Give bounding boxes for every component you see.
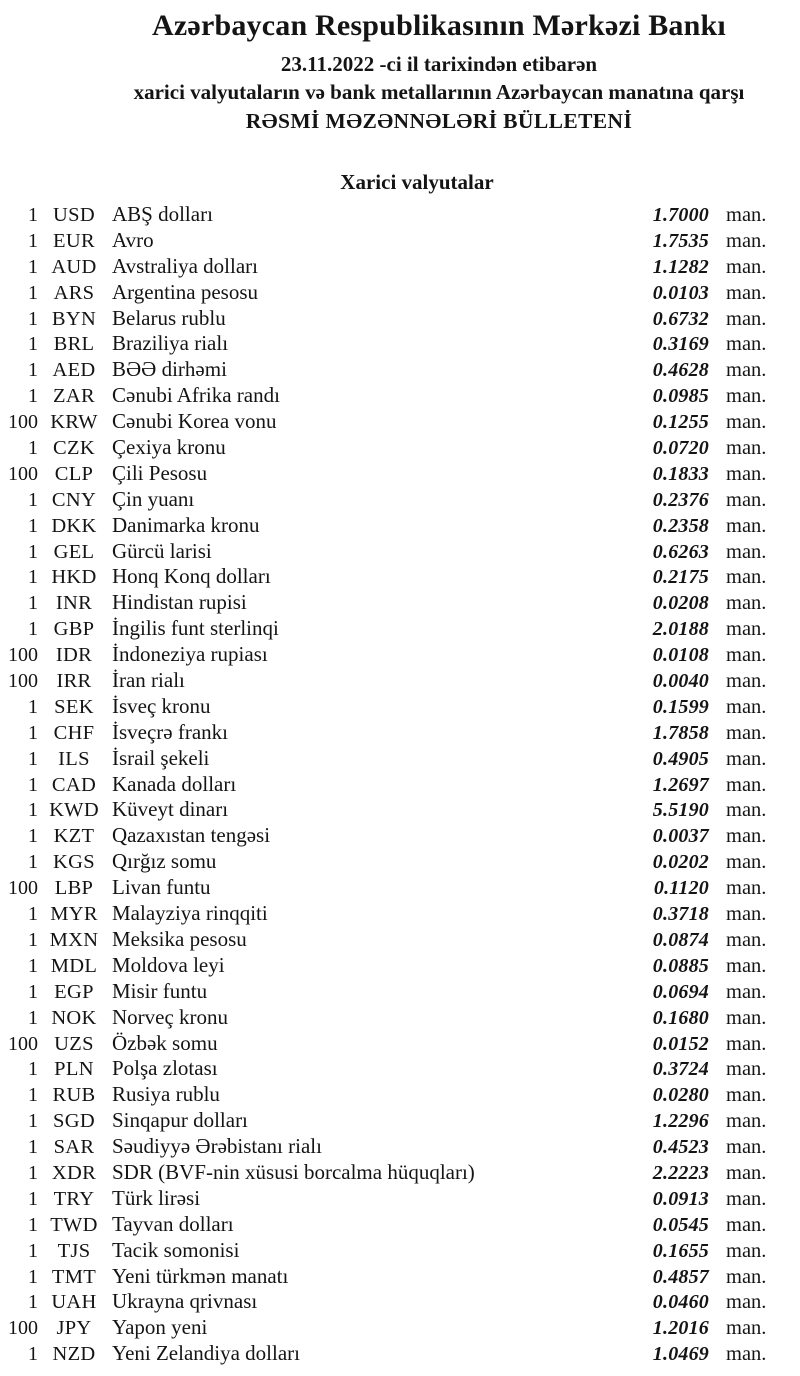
manat-unit-label: man. (726, 437, 767, 460)
currency-quantity: 1 (28, 851, 38, 874)
exchange-rate-value: 0.0985 (652, 385, 709, 408)
currency-code: TJS (57, 1239, 91, 1262)
exchange-rate-value: 0.1255 (652, 411, 709, 434)
currency-quantity: 1 (28, 592, 38, 615)
currency-name: Honq Konq dolları (112, 564, 271, 589)
currency-quantity: 1 (28, 618, 38, 641)
currency-name: İran rialı (112, 668, 185, 693)
currency-quantity: 1 (28, 747, 38, 770)
currency-name: Qazaxıstan tengəsi (112, 823, 271, 848)
table-row (0, 720, 800, 746)
manat-unit-label: man. (726, 1265, 767, 1288)
currency-code: IRR (56, 670, 92, 693)
manat-unit-label: man. (726, 255, 767, 278)
currency-quantity: 1 (28, 799, 38, 822)
effective-date-line: 23.11.2022 -ci il tarixindən etibarən (280, 52, 598, 76)
currency-quantity: 1 (28, 1265, 38, 1288)
currency-quantity: 100 (8, 1317, 38, 1340)
currency-name: Rusiya rublu (112, 1082, 220, 1107)
table-row (0, 564, 800, 590)
currency-name: Cənubi Korea vonu (112, 409, 277, 434)
table-row (0, 254, 800, 280)
currency-name: Argentina pesosu (112, 279, 259, 304)
currency-name: İndoneziya rupiası (112, 642, 268, 667)
manat-unit-label: man. (726, 773, 767, 796)
manat-unit-label: man. (726, 1239, 767, 1262)
currency-quantity: 1 (28, 1187, 38, 1210)
exchange-rate-value: 5.5190 (652, 799, 709, 822)
manat-unit-label: man. (726, 1161, 767, 1184)
exchange-rate-value: 0.0720 (652, 437, 709, 460)
table-row (0, 228, 800, 254)
currency-code: MYR (50, 903, 98, 926)
exchange-rate-value: 0.4628 (652, 359, 709, 382)
manat-unit-label: man. (726, 721, 767, 744)
manat-unit-label: man. (726, 566, 767, 589)
manat-unit-label: man. (726, 1187, 767, 1210)
table-row (0, 953, 800, 979)
currency-code: IDR (55, 644, 93, 667)
exchange-rate-value: 0.0460 (652, 1291, 709, 1314)
manat-unit-label: man. (726, 411, 767, 434)
exchange-rate-value: 0.0545 (652, 1213, 709, 1236)
manat-unit-label: man. (726, 514, 767, 537)
currency-name: Tacik somonisi (112, 1237, 240, 1262)
manat-unit-label: man. (726, 1291, 767, 1314)
currency-code: INR (55, 592, 93, 615)
table-row (0, 1212, 800, 1238)
exchange-rate-value: 0.0152 (652, 1032, 709, 1055)
manat-unit-label: man. (726, 1084, 767, 1107)
exchange-rate-value: 1.1282 (652, 255, 709, 278)
table-row (0, 539, 800, 565)
currency-name: İsrail şekeli (112, 745, 210, 770)
currency-code: AUD (51, 255, 97, 278)
exchange-rate-value: 2.2223 (652, 1161, 709, 1184)
table-row (0, 979, 800, 1005)
currency-name: Polşa zlotası (112, 1056, 218, 1081)
currency-code: TWD (50, 1213, 98, 1236)
currency-code: NOK (51, 1006, 97, 1029)
exchange-rate-value: 0.0694 (652, 980, 709, 1003)
exchange-rate-value: 0.2376 (652, 488, 709, 511)
currency-name: Yeni türkmən manatı (112, 1263, 289, 1288)
exchange-rate-value: 0.3724 (652, 1058, 709, 1081)
currency-quantity: 1 (28, 566, 38, 589)
manat-unit-label: man. (726, 799, 767, 822)
currency-quantity: 100 (8, 644, 38, 667)
manat-unit-label: man. (726, 333, 767, 356)
currency-quantity: 1 (28, 1213, 38, 1236)
manat-unit-label: man. (726, 1058, 767, 1081)
table-row (0, 1160, 800, 1186)
manat-unit-label: man. (726, 928, 767, 951)
currency-quantity: 1 (28, 1058, 38, 1081)
manat-unit-label: man. (726, 592, 767, 615)
currency-code: KGS (53, 851, 95, 874)
exchange-rate-value: 0.0108 (652, 644, 709, 667)
currency-name: Braziliya rialı (112, 331, 229, 356)
currency-code: PLN (54, 1058, 94, 1081)
manat-unit-label: man. (726, 281, 767, 304)
currency-quantity: 1 (28, 1136, 38, 1159)
currency-name: SDR (BVF-nin xüsusi borcalma hüquqları) (112, 1159, 475, 1184)
currency-quantity: 1 (28, 903, 38, 926)
table-row (0, 1082, 800, 1108)
currency-code: EUR (53, 229, 95, 252)
manat-unit-label: man. (726, 1006, 767, 1029)
table-row (0, 202, 800, 228)
currency-name: Moldova leyi (112, 952, 225, 977)
currency-code: BRL (53, 333, 95, 356)
currency-quantity: 1 (28, 1239, 38, 1262)
exchange-rate-value: 0.0913 (652, 1187, 709, 1210)
table-row (0, 1031, 800, 1057)
currency-name: Çexiya kronu (112, 435, 226, 460)
table-row (0, 616, 800, 642)
table-row (0, 901, 800, 927)
currency-code: SGD (53, 1110, 95, 1133)
table-row (0, 1186, 800, 1212)
manat-unit-label: man. (726, 695, 767, 718)
subject-line: xarici valyutaların və bank metallarının Azərbaycan manatına qarşı (133, 80, 745, 104)
currency-name: İsveçrə frankı (112, 719, 229, 744)
currency-code: KRW (50, 411, 98, 434)
currency-code: ZAR (53, 385, 95, 408)
currency-quantity: 100 (8, 411, 38, 434)
bank-name-title: Azərbaycan Respublikasının Mərkəzi Bankı (152, 9, 726, 42)
currency-name: Sinqapur dolları (112, 1108, 248, 1133)
currency-name: Gürcü larisi (112, 538, 212, 563)
table-row (0, 357, 800, 383)
manat-unit-label: man. (726, 229, 767, 252)
currency-quantity: 1 (28, 333, 38, 356)
exchange-rate-value: 0.0202 (652, 851, 709, 874)
exchange-rate-value: 1.0469 (652, 1343, 709, 1366)
exchange-rate-value: 0.0874 (652, 928, 709, 951)
exchange-rate-value: 0.2175 (652, 566, 709, 589)
table-row (0, 1264, 800, 1290)
currency-name: BƏƏ dirhəmi (112, 357, 227, 382)
currency-quantity: 1 (28, 307, 38, 330)
currency-code: CAD (51, 773, 97, 796)
manat-unit-label: man. (726, 1136, 767, 1159)
table-row (0, 642, 800, 668)
manat-unit-label: man. (726, 825, 767, 848)
currency-name: Livan funtu (112, 875, 211, 900)
table-row (0, 1341, 800, 1367)
currency-quantity: 1 (28, 359, 38, 382)
exchange-rate-value: 0.3718 (652, 903, 709, 926)
currency-code: AED (52, 359, 96, 382)
exchange-rate-value: 0.0103 (652, 281, 709, 304)
table-row (0, 1315, 800, 1341)
manat-unit-label: man. (726, 359, 767, 382)
currency-quantity: 1 (28, 204, 38, 226)
currency-name: Yeni Zelandiya dolları (112, 1341, 300, 1366)
currency-quantity: 1 (28, 1006, 38, 1029)
currency-code: DKK (51, 514, 97, 537)
currency-code: GBP (53, 618, 95, 641)
exchange-rate-value: 0.4523 (652, 1136, 709, 1159)
table-row (0, 487, 800, 513)
currency-name: Türk lirəsi (112, 1185, 201, 1210)
table-row (0, 461, 800, 487)
currency-quantity: 100 (8, 462, 38, 485)
table-row (0, 797, 800, 823)
exchange-rate-value: 1.7858 (652, 721, 709, 744)
table-row (0, 772, 800, 798)
manat-unit-label: man. (726, 307, 767, 330)
currency-code: UZS (54, 1032, 94, 1055)
currency-code: ILS (58, 747, 90, 770)
currency-code: HKD (51, 566, 97, 589)
currency-quantity: 1 (28, 928, 38, 951)
currency-quantity: 1 (28, 980, 38, 1003)
currency-name: Hindistan rupisi (112, 590, 247, 615)
currency-name: Meksika pesosu (112, 926, 247, 951)
currency-quantity: 1 (28, 514, 38, 537)
table-row (0, 1134, 800, 1160)
exchange-rate-value: 0.1120 (653, 877, 709, 900)
document-header (0, 0, 800, 136)
manat-unit-label: man. (726, 670, 767, 693)
currency-quantity: 1 (28, 1343, 38, 1366)
exchange-rate-value: 0.1680 (652, 1006, 709, 1029)
exchange-rate-value: 1.2697 (652, 773, 709, 796)
manat-unit-label: man. (726, 1110, 767, 1133)
currency-quantity: 100 (8, 670, 38, 693)
currency-quantity: 1 (28, 1161, 38, 1184)
currency-code: CHF (53, 721, 95, 744)
currency-name: Ukrayna qrivnası (112, 1289, 258, 1314)
currency-quantity: 1 (28, 1084, 38, 1107)
exchange-rate-value: 0.1599 (652, 695, 709, 718)
table-row (0, 513, 800, 539)
table-row (0, 1238, 800, 1264)
exchange-rate-value: 0.6732 (652, 307, 709, 330)
currency-name: Malayziya rinqqiti (112, 901, 268, 926)
currency-name: İngilis funt sterlinqi (112, 616, 279, 641)
exchange-rate-value: 0.0040 (652, 670, 709, 693)
currency-name: Yapon yeni (112, 1315, 208, 1340)
table-row (0, 1108, 800, 1134)
currency-code: ARS (53, 281, 95, 304)
manat-unit-label: man. (726, 1317, 767, 1340)
currency-name: Avro (112, 227, 154, 252)
currency-quantity: 1 (28, 1291, 38, 1314)
exchange-rate-value: 0.0037 (652, 825, 709, 848)
manat-unit-label: man. (726, 644, 767, 667)
table-row (0, 746, 800, 772)
exchange-rate-value: 0.4905 (652, 747, 709, 770)
exchange-rate-value: 0.0885 (652, 954, 709, 977)
currency-quantity: 1 (28, 255, 38, 278)
currency-name: Misir funtu (112, 978, 208, 1003)
currency-code: SAR (53, 1136, 95, 1159)
currency-name: Çili Pesosu (112, 460, 208, 485)
currency-name: Özbək somu (112, 1030, 218, 1055)
currency-quantity: 1 (28, 488, 38, 511)
manat-unit-label: man. (726, 618, 767, 641)
currency-code: TRY (53, 1187, 95, 1210)
exchange-rate-value: 0.0280 (652, 1084, 709, 1107)
currency-name: Tayvan dolları (112, 1211, 234, 1236)
table-row (0, 1005, 800, 1031)
exchange-rate-value: 1.7000 (652, 204, 709, 226)
table-row (0, 435, 800, 461)
table-row (0, 875, 800, 901)
currency-code: UAH (51, 1291, 97, 1314)
manat-unit-label: man. (726, 903, 767, 926)
currency-code: GEL (53, 540, 95, 563)
exchange-rate-value: 0.4857 (652, 1265, 709, 1288)
manat-unit-label: man. (726, 540, 767, 563)
currency-code: BYN (51, 307, 97, 330)
currency-quantity: 100 (8, 877, 38, 900)
manat-unit-label: man. (726, 1343, 767, 1366)
currency-name: Kanada dolları (112, 771, 237, 796)
currency-name: Belarus rublu (112, 305, 226, 330)
bulletin-title: RƏSMİ MƏZƏNNƏLƏRİ BÜLLETENİ (245, 109, 633, 133)
manat-unit-label: man. (726, 204, 767, 226)
currency-code: USD (53, 204, 95, 226)
currency-quantity: 1 (28, 825, 38, 848)
currency-quantity: 1 (28, 437, 38, 460)
currency-quantity: 1 (28, 1110, 38, 1133)
table-row (0, 331, 800, 357)
currency-code: MXN (49, 928, 99, 951)
exchange-rate-value: 0.6263 (652, 540, 709, 563)
currency-name: Avstraliya dolları (112, 253, 258, 278)
currency-code: RUB (52, 1084, 96, 1107)
manat-unit-label: man. (726, 1213, 767, 1236)
manat-unit-label: man. (726, 747, 767, 770)
table-row (0, 1056, 800, 1082)
currency-quantity: 1 (28, 229, 38, 252)
table-row (0, 668, 800, 694)
currency-code: CLP (54, 462, 94, 485)
currency-quantity: 1 (28, 721, 38, 744)
manat-unit-label: man. (726, 462, 767, 485)
currency-code: TMT (51, 1265, 97, 1288)
currency-quantity: 1 (28, 695, 38, 718)
exchange-rate-value: 0.0208 (652, 592, 709, 615)
table-row (0, 383, 800, 409)
manat-unit-label: man. (726, 980, 767, 1003)
currency-code: SEK (54, 695, 94, 718)
exchange-rate-value: 0.1655 (652, 1239, 709, 1262)
exchange-rate-value: 1.2296 (652, 1110, 709, 1133)
currency-quantity: 1 (28, 281, 38, 304)
exchange-rate-value: 0.2358 (652, 514, 709, 537)
currency-code: LBP (54, 877, 94, 900)
currency-quantity: 1 (28, 540, 38, 563)
manat-unit-label: man. (726, 488, 767, 511)
currency-code: JPY (56, 1317, 92, 1340)
currency-code: CZK (53, 437, 95, 460)
currency-code: NZD (52, 1343, 96, 1366)
currency-code: KWD (49, 799, 99, 822)
currency-quantity: 1 (28, 773, 38, 796)
currency-name: Norveç kronu (112, 1004, 229, 1029)
table-row (0, 306, 800, 332)
manat-unit-label: man. (726, 385, 767, 408)
currency-name: Çin yuanı (112, 486, 195, 511)
exchange-rate-value: 2.0188 (652, 618, 709, 641)
currency-code: MDL (50, 954, 98, 977)
table-row (0, 409, 800, 435)
exchange-rate-value: 0.3169 (652, 333, 709, 356)
currency-name: Səudiyyə Ərəbistanı rialı (112, 1134, 322, 1159)
currency-code: XDR (51, 1161, 97, 1184)
exchange-rate-value: 1.2016 (652, 1317, 709, 1340)
currency-quantity: 1 (28, 954, 38, 977)
currency-name: Küveyt dinarı (112, 797, 229, 822)
section-title-foreign-currencies: Xarici valyutalar (340, 170, 494, 194)
currency-quantity: 1 (28, 385, 38, 408)
table-row (0, 823, 800, 849)
exchange-rate-value: 1.7535 (652, 229, 709, 252)
table-row (0, 694, 800, 720)
manat-unit-label: man. (726, 877, 767, 900)
manat-unit-label: man. (726, 851, 767, 874)
rates-table-body (0, 202, 800, 1367)
table-row (0, 927, 800, 953)
exchange-rate-value: 0.1833 (652, 462, 709, 485)
table-row (0, 1289, 800, 1315)
currency-code: CNY (51, 488, 97, 511)
table-row (0, 849, 800, 875)
manat-unit-label: man. (726, 954, 767, 977)
currency-name: Danimarka kronu (112, 512, 260, 537)
currency-name: İsveç kronu (112, 693, 211, 718)
table-row (0, 590, 800, 616)
currency-name: ABŞ dolları (112, 202, 213, 226)
currency-name: Cənubi Afrika randı (112, 383, 280, 408)
currency-code: EGP (54, 980, 94, 1003)
currency-quantity: 100 (8, 1032, 38, 1055)
currency-code: KZT (53, 825, 95, 848)
currency-name: Qırğız somu (112, 849, 217, 874)
table-row (0, 280, 800, 306)
manat-unit-label: man. (726, 1032, 767, 1055)
